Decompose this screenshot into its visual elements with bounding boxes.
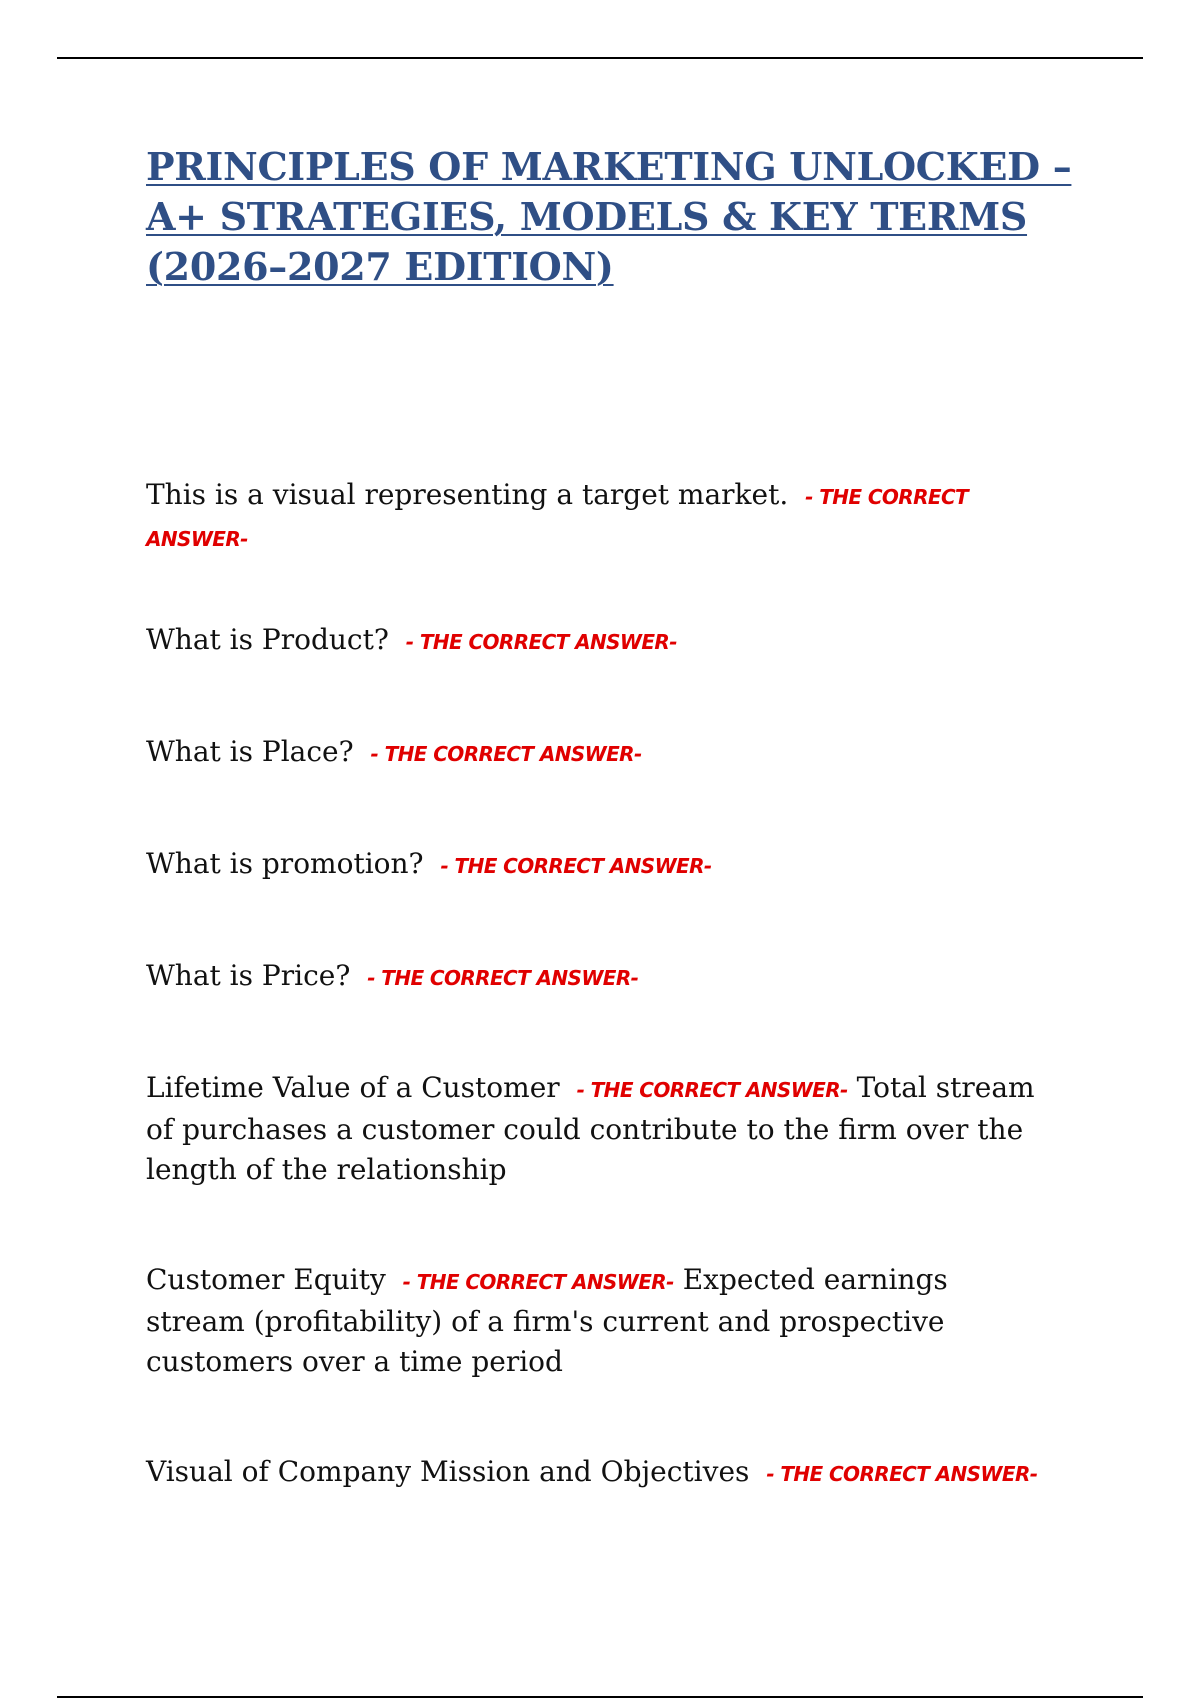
qa-item-customer-equity — [146, 1260, 1046, 1382]
question-text: Visual of Company Mission and Objectives — [146, 1455, 750, 1488]
top-rule — [57, 57, 1143, 59]
correct-answer-tag: - THE CORRECT ANSWER- — [402, 1270, 674, 1294]
question-text: What is Place? — [146, 735, 354, 768]
correct-answer-tag: - THE CORRECT ANSWER- — [146, 485, 969, 551]
question-text: Lifetime Value of a Customer — [146, 1071, 560, 1104]
qa-item-promotion — [146, 844, 1046, 886]
question-text: What is Price? — [146, 959, 351, 992]
qa-item-product — [146, 620, 1046, 662]
correct-answer-tag: - THE CORRECT ANSWER- — [370, 742, 642, 766]
question-text: What is promotion? — [146, 847, 424, 880]
correct-answer-tag: - THE CORRECT ANSWER- — [405, 630, 677, 654]
qa-item-target-market — [146, 475, 1046, 559]
qa-item-place — [146, 732, 1046, 774]
qa-item-lifetime-value — [146, 1068, 1046, 1190]
qa-item-price — [146, 956, 1046, 998]
bottom-rule — [57, 1696, 1143, 1698]
qa-item-mission-objectives — [146, 1452, 1046, 1494]
document-title: PRINCIPLES OF MARKETING UNLOCKED – A+ STRATEGIES, MODELS & KEY TERMS (2026–2027 EDITION) — [146, 144, 1072, 289]
correct-answer-tag: - THE CORRECT ANSWER- — [440, 854, 712, 878]
answer-text: Expected earnings stream (profitability) of a firm's current and prospective customers over a time period — [146, 1263, 948, 1378]
question-text: What is Product? — [146, 623, 389, 656]
question-text: This is a visual representing a target market. — [146, 478, 789, 511]
question-text: Customer Equity — [146, 1263, 386, 1296]
correct-answer-tag: - THE CORRECT ANSWER- — [367, 966, 639, 990]
correct-answer-tag: - THE CORRECT ANSWER- — [576, 1078, 848, 1102]
correct-answer-tag: - THE CORRECT ANSWER- — [766, 1462, 1038, 1486]
answer-text: Total stream of purchases a customer could contribute to the firm over the length of the relationship — [146, 1071, 1035, 1186]
